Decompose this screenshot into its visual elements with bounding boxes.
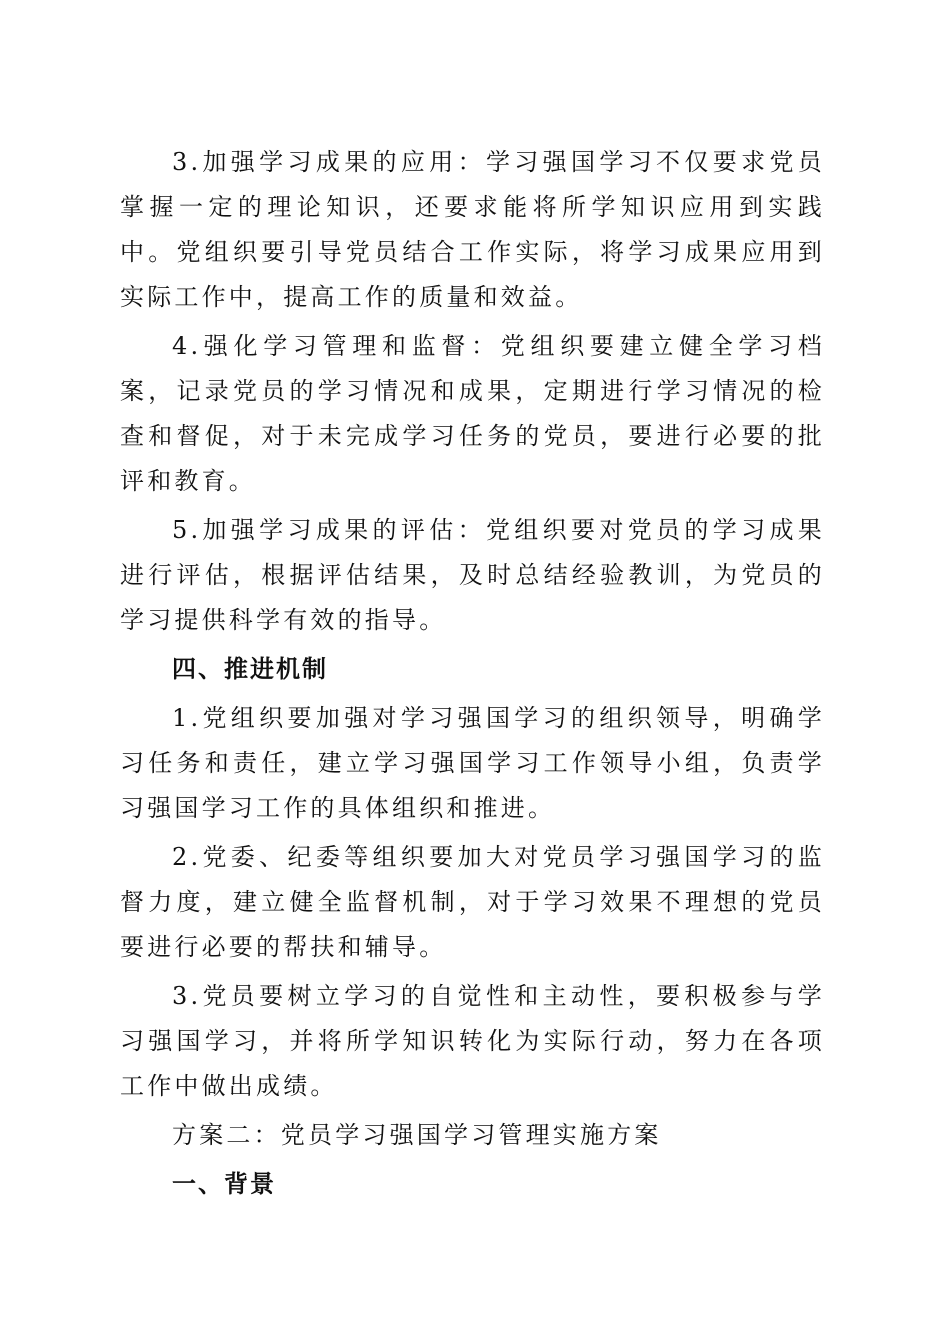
section-heading-background: 一、背景 xyxy=(172,1170,276,1198)
paragraph-mechanism-item-2: 2.党委、纪委等组织要加大对党员学习强国学习的监督力度，建立健全监督机制，对于学习效果不理想的党员要进行必要的帮扶和辅导。 xyxy=(120,843,825,961)
plan-two-title: 方案二：党员学习强国学习管理实施方案 xyxy=(172,1121,662,1149)
paragraph-item-3-apply-results: 3.加强学习成果的应用：学习强国学习不仅要求党员掌握一定的理论知识，还要求能将所学知识应用到实践中。党组织要引导党员结合工作实际，将学习成果应用到实际工作中，提高工作的质量和效益。 xyxy=(120,148,825,311)
paragraph-mechanism-item-1: 1.党组织要加强对学习强国学习的组织领导，明确学习任务和责任，建立学习强国学习工作领导小组，负责学习强国学习工作的具体组织和推进。 xyxy=(120,704,825,822)
document-body xyxy=(120,140,825,1207)
section-heading-promotion-mechanism: 四、推进机制 xyxy=(172,655,328,683)
paragraph-item-5-evaluation: 5.加强学习成果的评估：党组织要对党员的学习成果进行评估，根据评估结果，及时总结经验教训，为党员的学习提供科学有效的指导。 xyxy=(120,516,825,634)
paragraph-mechanism-item-3: 3.党员要树立学习的自觉性和主动性，要积极参与学习强国学习，并将所学知识转化为实际行动，努力在各项工作中做出成绩。 xyxy=(120,982,825,1100)
paragraph-item-4-management-supervision: 4.强化学习管理和监督：党组织要建立健全学习档案，记录党员的学习情况和成果，定期进行学习情况的检查和督促，对于未完成学习任务的党员，要进行必要的批评和教育。 xyxy=(120,332,825,495)
